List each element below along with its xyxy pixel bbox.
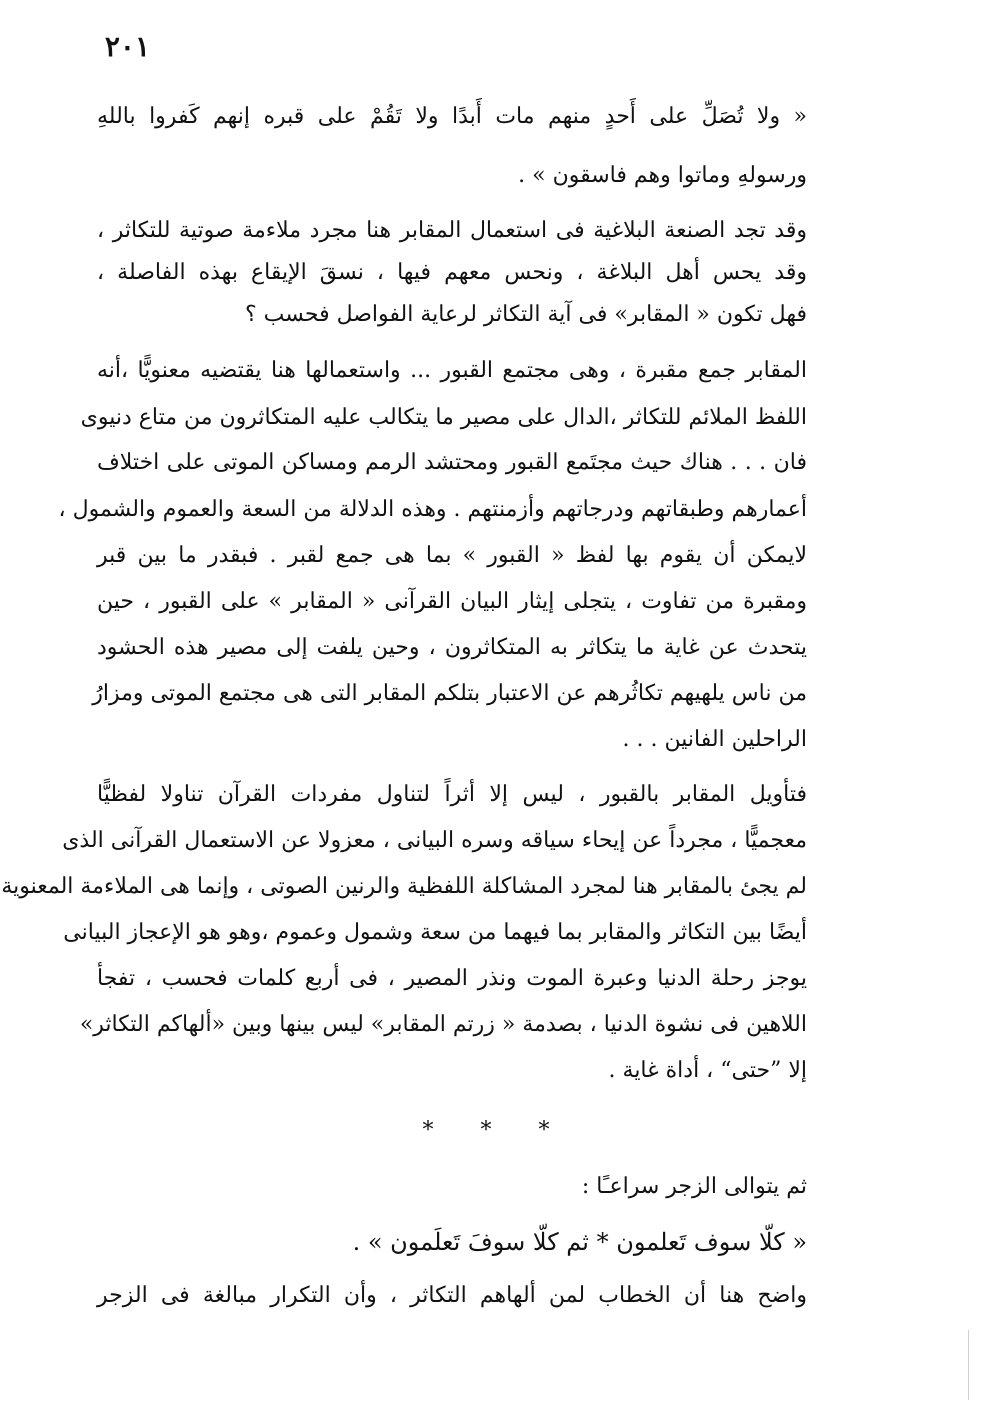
paragraph-line: المقابر جمع مقبرة ، وهى مجتمع القبور ... واستعمالها هنا يقتضيه معنويًّا ،أنه [97, 358, 807, 383]
paragraph-line: معجميًّا ، مجرداً عن إيحاء سياقه وسره البيانى ، معزولا عن الاستعمال القرآنى الذى [62, 828, 807, 853]
paragraph-line: من ناس يلهيهم تكاثُرهم عن الاعتبار بتلكم المقابر التى هى مجتمع الموتى ومزارُ [92, 681, 807, 706]
paragraph-line: واضح هنا أن الخطاب لمن ألهاهم التكاثر ، وأن التكرار مبالغة فى الزجر [97, 1283, 807, 1308]
paragraph-line: الراحلين الفانين . . . [622, 727, 807, 752]
paragraph-line: لايمكن أن يقوم بها لفظ « القبور » بما هى جمع لقبر . فبقدر ما بين قبر [97, 543, 807, 568]
quote-line: « كلّا سوف تَعلمون * ثم كلّا سوفَ تَعلَمون » . [352, 1228, 807, 1256]
paragraph-line: يتحدث عن غاية ما يتكاثر به المتكاثرون ، وحين يلفت إلى مصير هذه الحشود [97, 635, 807, 660]
paragraph-line: يوجز رحلة الدنيا وعبرة الموت ونذر المصير ، فى أربع كلمات فحسب ، تفجأ [97, 966, 807, 991]
quote-line: « ولا تُصَلِّ على أَحدٍ منهم مات أَبدًا ولا تَقُمْ على قبره إنهم كَفروا باللهِ [97, 104, 807, 129]
paragraph-line: لم يجئ بالمقابر هنا لمجرد المشاكلة اللفظية والرنين الصوتى ، وإنما هى الملاءمة المعنوية [1, 874, 807, 899]
page-number: ٢٠١ [104, 30, 150, 63]
paragraph-line: وقد تجد الصنعة البلاغية فى استعمال المقابر هنا مجرد ملاءمة صوتية للتكاثر ، [97, 218, 807, 243]
quote-line: ورسولهِ وماتوا وهم فاسقون » . [518, 163, 807, 188]
paragraph-line: فهل تكون « المقابر» فى آية التكاثر لرعاية الفواصل فحسب ؟ [244, 302, 807, 327]
paragraph-line: فتأويل المقابر بالقبور ، ليس إلا أثراً لتناول مفردات القرآن تناولا لفظيًّا [97, 782, 807, 807]
paragraph-line: فان . . . هناك حيث مجتَمع القبور ومحتشد الرمم ومساكن الموتى على اختلاف [97, 450, 807, 475]
paragraph-line: اللفظ الملائم للتكاثر ،الدال على مصير ما يتكالب عليه المتكاثرون من متاع دنيوى [80, 405, 807, 430]
paragraph-line: وقد يحس أهل البلاغة ، ونحس معهم فيها ، نسقَ الإيقاع بهذه الفاصلة ، [97, 260, 807, 285]
paragraph-line: أيضًا بين التكاثر والمقابر بما فيهما من سعة وشمول وعموم ،وهو هو الإعجاز البيانى [63, 920, 807, 945]
paragraph-line: إلا ”حتى“ ، أداة غاية . [608, 1058, 807, 1083]
paragraph-line: أعمارهم وطبقاتهم ودرجاتهم وأزمنتهم . وهذه الدلالة من السعة والعموم والشمول ، [58, 497, 807, 522]
paragraph-line: ثم يتوالى الزجر سراعـًا : [581, 1174, 807, 1199]
paragraph-line: ومقبرة من تفاوت ، يتجلى إيثار البيان القرآنى « المقابر » على القبور ، حين [97, 589, 807, 614]
section-divider: * * * [422, 1118, 570, 1143]
page-edge-mark [968, 1330, 969, 1400]
paragraph-line: اللاهين فى نشوة الدنيا ، بصدمة « زرتم المقابر» ليس بينها وبين «ألهاكم التكاثر» [79, 1012, 807, 1037]
